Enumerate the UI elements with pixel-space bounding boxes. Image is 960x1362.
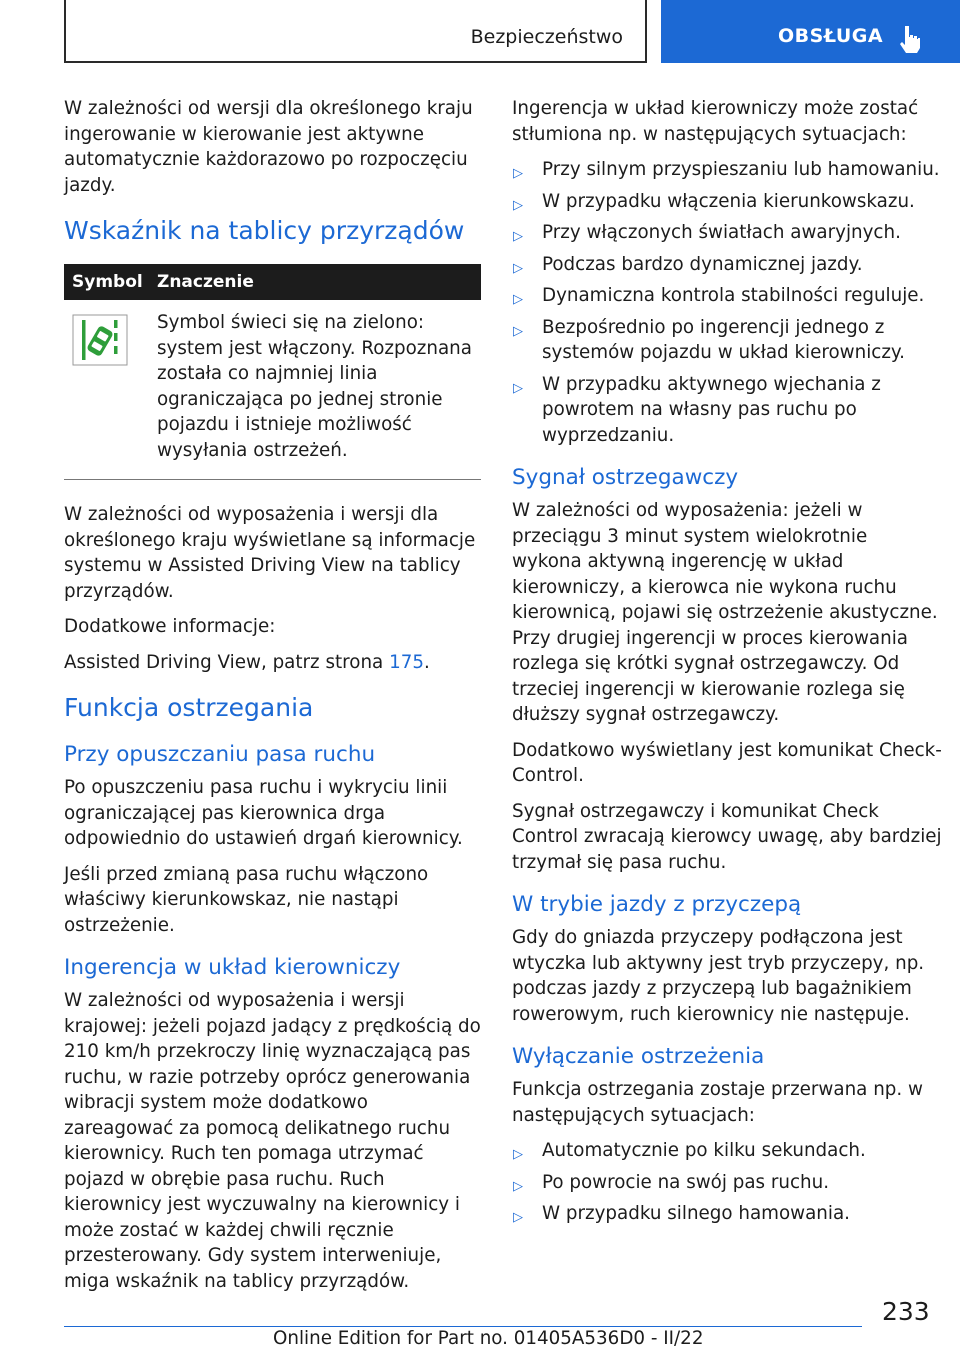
list-item-text: Dynamiczna kontrola stabilności reguluje. (542, 285, 925, 306)
attention-paragraph: Sygnał ostrzegawczy i komunikat Check Control zwracają kierowcy uwagę, aby bardziej trzymał się pasa ruchu. (512, 800, 942, 873)
deactivation-paragraph: Funkcja ostrzegania zostaje przerwana np. w następujących sytuacjach: (512, 1079, 923, 1126)
check-control-paragraph: Dodatkowo wyświetlany jest komunikat Check-Control. (512, 739, 942, 786)
list-item-text: Bezpośrednio po ingerencji jednego z systemów pojazdu w układ kierowniczy. (542, 316, 905, 363)
triangle-bullet-icon: ▷ (513, 166, 523, 181)
list-item (512, 157, 942, 183)
right-column (512, 96, 942, 1235)
symbol-cell (64, 300, 149, 479)
triangle-bullet-icon: ▷ (513, 1178, 523, 1194)
edition-text: Online Edition for Part no. 01405A536D0 - II/22 (273, 1328, 704, 1349)
list-item-text: Przy włączonych światłach awaryjnych. (542, 222, 901, 243)
turn-signal-paragraph: Jeśli przed zmianą pasa ruchu włączono właściwy kierunkowskaz, nie nastąpi ostrzeżenie. (64, 863, 429, 936)
list-item-text: Podczas bardzo dynamicznej jazdy. (542, 253, 863, 275)
header-section-box (64, 0, 647, 63)
warning-function-heading: Funkcja ostrzegania (64, 693, 314, 722)
steering-intervention-paragraph: W zależności od wyposażenia i wersji krajowej: jeżeli pojazd jadący z prędkością do 210 km/h przekroczy linię wyznaczającą pas ruchu, w razie potrzeby oprócz generowania wibracji system może dodatkowo zareagować za pomocą delikatnego ruchu kierownicy. Ruch ten pomaga utrzymać pojazd w obrębie pasa ruchu. Ruch kierownicy jest wyczuwalny na kierownicy i może zostać w każdej chwili ręcznie przesterowany. Gdy system interweniuje, miga wskaźnik na tablicy przyrządów. (64, 990, 481, 1292)
warning-signal-heading: Sygnał ostrzegawczy (512, 465, 739, 490)
leaving-lane-heading: Przy opuszczaniu pasa ruchu (64, 742, 376, 767)
list-item-text: W przypadku aktywnego wjechania z powrotem na własny pas ruchu po wyprzedzaniu. (542, 373, 881, 446)
list-item-text: Po powrocie na swój pas ruchu. (542, 1171, 830, 1193)
section-title: Bezpieczeństwo (470, 26, 623, 48)
triangle-bullet-icon: ▷ (513, 323, 523, 339)
deactivation-list (512, 1138, 942, 1227)
list-item (512, 1170, 942, 1196)
list-item-text: Automatycznie po kilku sekundach. (542, 1140, 866, 1161)
meaning-cell: Symbol świeci się na zielono: system jest włączony. Rozpoznana została co najmniej linia ograniczająca po jednej stronie pojazdu i istnieje możliwość wysyłania ostrzeżeń. (157, 312, 472, 461)
list-item (512, 220, 942, 246)
page-number: 233 (882, 1297, 930, 1326)
list-item (512, 372, 942, 449)
triangle-bullet-icon: ▷ (513, 1210, 523, 1225)
leaving-lane-paragraph: Po opuszczeniu pasa ruchu i wykryciu linii ograniczającej pas kierownica drga odpowiednio do ustawień drgań kierownicy. (64, 777, 463, 849)
meaning-column-header: Znaczenie (149, 264, 481, 300)
triangle-bullet-icon: ▷ (513, 380, 523, 396)
list-item-text: W przypadku silnego hamowania. (542, 1203, 850, 1224)
lane-departure-car-icon (72, 314, 128, 366)
footer-divider (64, 1326, 862, 1327)
triangle-bullet-icon: ▷ (513, 260, 523, 276)
list-item (512, 1138, 942, 1164)
list-item-text: W przypadku włączenia kierunkowskazu. (542, 190, 915, 212)
cross-reference-suffix: . (423, 651, 430, 673)
trailer-mode-paragraph: Gdy do gniazda przyczepy podłączona jest wtyczka lub aktywny jest tryb przyczepy, np. podczas jazdy z przyczepą lub bagażnikiem rowerowym, ruch kierownicy nie następuje. (512, 927, 925, 1025)
triangle-bullet-icon: ▷ (513, 197, 523, 213)
triangle-bullet-icon: ▷ (513, 292, 523, 307)
symbol-column-header: Symbol (64, 264, 149, 300)
triangle-bullet-icon: ▷ (513, 229, 523, 244)
list-item (512, 1201, 942, 1227)
list-item (512, 252, 942, 278)
cross-reference (64, 650, 481, 676)
assisted-view-paragraph: W zależności od wyposażenia i wersji dla określonego kraju wyświetlane są informacje systemu w Assisted Driving View na tablicy przyrządów. (64, 504, 476, 602)
symbol-table (64, 264, 481, 479)
steering-intervention-heading: Ingerencja w układ kierowniczy (64, 955, 401, 980)
page-link[interactable]: 175 (389, 651, 424, 673)
list-item (512, 283, 942, 309)
list-item (512, 189, 942, 215)
suppression-list (512, 157, 942, 448)
warning-signal-paragraph: W zależności od wyposażenia: jeżeli w przeciągu 3 minut system wielokrotnie wykona aktywną ingerencję w układ kierowniczy, a kierowca nie wykona ruchu kierownicą, pojawi się ostrzeżenie akustyczne. Przy drugiej ingerencji w proces kierowania rozlega się krótki sygnał ostrzegawczy. Od trzeciej ingerencji w kierowanie rozlega się dłuższy sygnał ostrzegawczy. (512, 500, 938, 725)
table-row (64, 300, 481, 479)
suppression-intro: Ingerencja w układ kierowniczy może zostać stłumiona np. w następujących sytuacjach: (512, 98, 919, 145)
left-column (64, 96, 481, 1304)
trailer-mode-heading: W trybie jazdy z przyczepą (512, 892, 802, 917)
intro-paragraph: W zależności od wersji dla określonego kraju ingerowanie w kierowanie jest aktywne automatycznie każdorazowo po rozpoczęciu jazdy. (64, 98, 473, 196)
indicator-heading: Wskaźnik na tablicy przyrządów (64, 216, 465, 245)
additional-info-label: Dodatkowe informacje: (64, 616, 276, 637)
list-item-text: Przy silnym przyspieszaniu lub hamowaniu. (542, 159, 940, 180)
hand-pointer-icon (897, 24, 921, 54)
triangle-bullet-icon: ▷ (513, 1147, 523, 1162)
list-item (512, 315, 942, 366)
deactivation-heading: Wyłączanie ostrzeżenia (512, 1044, 765, 1069)
cross-reference-text: Assisted Driving View, patrz strona (64, 651, 390, 673)
table-divider (64, 479, 481, 480)
chapter-title: OBSŁUGA (778, 25, 884, 47)
header-chapter-tab (661, 0, 960, 63)
